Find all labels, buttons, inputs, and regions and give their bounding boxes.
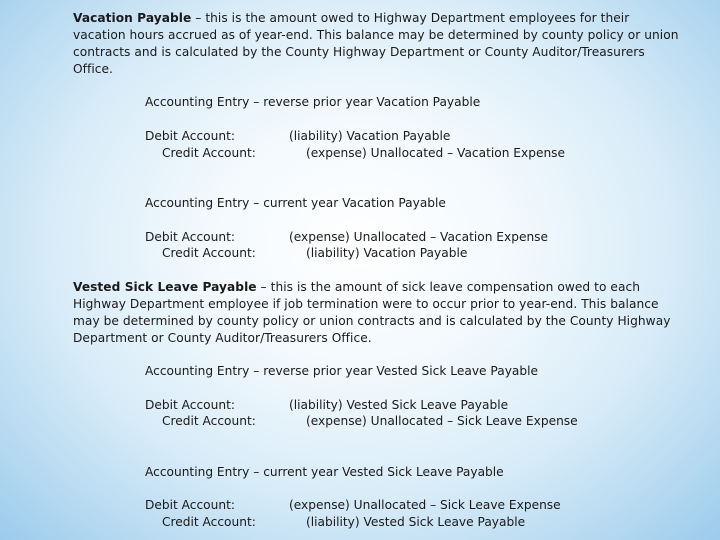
debit-label: Debit Account:	[145, 498, 235, 512]
sick-leave-payable-definition	[73, 279, 685, 347]
entry-title-reverse-sick-leave: Accounting Entry – reverse prior year Vested Sick Leave Payable	[145, 364, 538, 378]
debit-label: Debit Account:	[145, 398, 235, 412]
vacation-payable-term: Vacation Payable	[73, 11, 192, 25]
vacation-payable-text: – this is the amount owed to Highway Department employees for their vacation hours accrued as of year-end. This balance may be determined by county policy or union contracts and is calculated by the County Highway Department or County Auditor/Treasurers Office.	[73, 11, 679, 76]
entry-title-current-vacation: Accounting Entry – current year Vacation Payable	[145, 196, 446, 210]
debit-account-value: (liability) Vested Sick Leave Payable	[289, 398, 509, 412]
sick-leave-payable-term: Vested Sick Leave Payable	[73, 280, 257, 294]
sick-leave-payable-text: – this is the amount of sick leave compensation owed to each Highway Department employee if job termination were to occur prior to year-end. This balance may be determined by county policy or union contracts and is calculated by the County Highway Department or County Auditor/Treasurers Office.	[73, 280, 671, 345]
credit-label: Credit Account:	[162, 414, 256, 428]
credit-label: Credit Account:	[162, 246, 256, 260]
debit-label: Debit Account:	[145, 230, 235, 244]
vacation-payable-definition	[73, 10, 685, 78]
credit-account-value: (expense) Unallocated – Vacation Expense	[306, 146, 566, 160]
credit-account-value: (liability) Vested Sick Leave Payable	[306, 515, 526, 529]
entry-title-current-sick-leave: Accounting Entry – current year Vested Sick Leave Payable	[145, 465, 504, 479]
credit-account-value: (liability) Vacation Payable	[306, 246, 468, 260]
credit-label: Credit Account:	[162, 515, 256, 529]
debit-account-value: (expense) Unallocated – Sick Leave Expense	[289, 498, 561, 512]
credit-label: Credit Account:	[162, 146, 256, 160]
entry-title-reverse-vacation: Accounting Entry – reverse prior year Vacation Payable	[145, 95, 481, 109]
debit-account-value: (liability) Vacation Payable	[289, 129, 451, 143]
credit-account-value: (expense) Unallocated – Sick Leave Expense	[306, 414, 578, 428]
debit-account-value: (expense) Unallocated – Vacation Expense	[289, 230, 549, 244]
debit-label: Debit Account:	[145, 129, 235, 143]
